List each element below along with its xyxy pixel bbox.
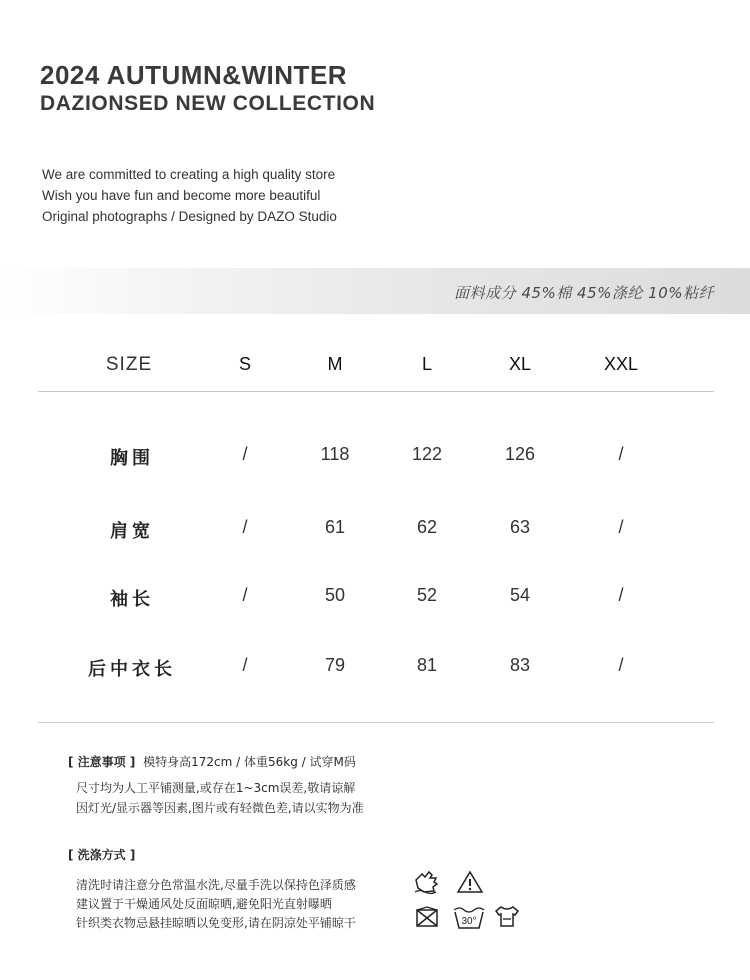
table-cell: 61 — [324, 517, 346, 537]
warning-triangle-icon — [456, 870, 484, 894]
do-not-tumble-dry-icon — [414, 904, 440, 930]
header-size: SIZE — [105, 354, 153, 375]
collection-title — [40, 60, 375, 118]
table-row — [38, 651, 714, 681]
table-row — [38, 581, 714, 611]
wash-heading: [ 洗涤方式 ] — [68, 848, 136, 862]
table-cell: / — [618, 444, 624, 464]
table-cell: 118 — [320, 444, 350, 464]
wash-line3: 针织类衣物忌悬挂晾晒以免变形,请在阴凉处平铺晾干 — [76, 916, 356, 930]
row-label-shoulder: 肩宽 — [110, 521, 154, 542]
size-chart-header — [38, 340, 714, 392]
collection-title-line2: DAZIONSED NEW COLLECTION — [40, 92, 376, 115]
header-xxl: XXL — [603, 354, 639, 374]
table-row — [38, 440, 714, 470]
table-cell: 126 — [504, 444, 536, 464]
fabric-composition: 面料成分 45%棉 45%涤纶 10%粘纤 — [454, 284, 714, 302]
table-cell: / — [242, 444, 248, 464]
row-label-sleeve: 袖长 — [110, 589, 154, 610]
row-label-back-length: 后中衣长 — [88, 659, 176, 680]
care-icons — [410, 868, 530, 938]
row-label-chest: 胸围 — [110, 448, 154, 469]
table-cell: / — [242, 585, 248, 605]
table-cell: 62 — [416, 517, 438, 537]
table-cell: / — [242, 655, 248, 675]
notes-line1: 尺寸均为人工平铺测量,或存在1~3cm误差,敬请谅解 — [76, 781, 356, 795]
notes-section — [68, 752, 364, 818]
table-cell: / — [618, 585, 624, 605]
tagline-line1: We are committed to creating a high quality store — [42, 167, 336, 182]
table-cell: 79 — [324, 655, 346, 675]
table-row — [38, 513, 714, 543]
table-cell: 81 — [416, 655, 438, 675]
wash-line1: 清洗时请注意分色常温水洗,尽量手洗以保持色泽质感 — [76, 878, 356, 892]
notes-line2: 因灯光/显示器等因素,图片或有轻微色差,请以实物为准 — [76, 801, 364, 815]
table-cell: 54 — [509, 585, 531, 605]
wash-section — [68, 846, 356, 933]
table-bottom-divider — [38, 722, 714, 723]
model-info: 模特身高172cm / 体重56kg / 试穿M码 — [143, 755, 356, 769]
wash-temp-label: 30° — [461, 916, 477, 927]
brand-tagline — [42, 164, 337, 227]
header-xl: XL — [508, 354, 532, 374]
tagline-line3: Original photographs / Designed by DAZO Studio — [42, 209, 337, 224]
header-m: M — [327, 354, 343, 374]
table-cell: 50 — [324, 585, 346, 605]
table-cell: / — [618, 655, 624, 675]
table-cell: / — [242, 517, 248, 537]
header-l: L — [421, 354, 433, 374]
header-s: S — [238, 354, 252, 374]
dry-flat-shirt-icon — [492, 904, 522, 930]
table-cell: 52 — [416, 585, 438, 605]
table-cell: 83 — [509, 655, 531, 675]
table-cell: 63 — [509, 517, 531, 537]
notes-heading: [ 注意事项 ] — [68, 755, 136, 769]
table-cell: 122 — [411, 444, 443, 464]
hand-wash-icon — [412, 868, 442, 896]
size-chart — [38, 340, 714, 680]
fabric-composition-band — [0, 268, 750, 314]
collection-title-line1: 2024 AUTUMN&WINTER — [40, 60, 348, 90]
table-cell: / — [618, 517, 624, 537]
tagline-line2: Wish you have fun and become more beautiful — [42, 188, 321, 203]
wash-line2: 建议置于干燥通风处反面晾晒,避免阳光直射曝晒 — [76, 897, 332, 911]
wash-30-icon — [452, 904, 486, 932]
